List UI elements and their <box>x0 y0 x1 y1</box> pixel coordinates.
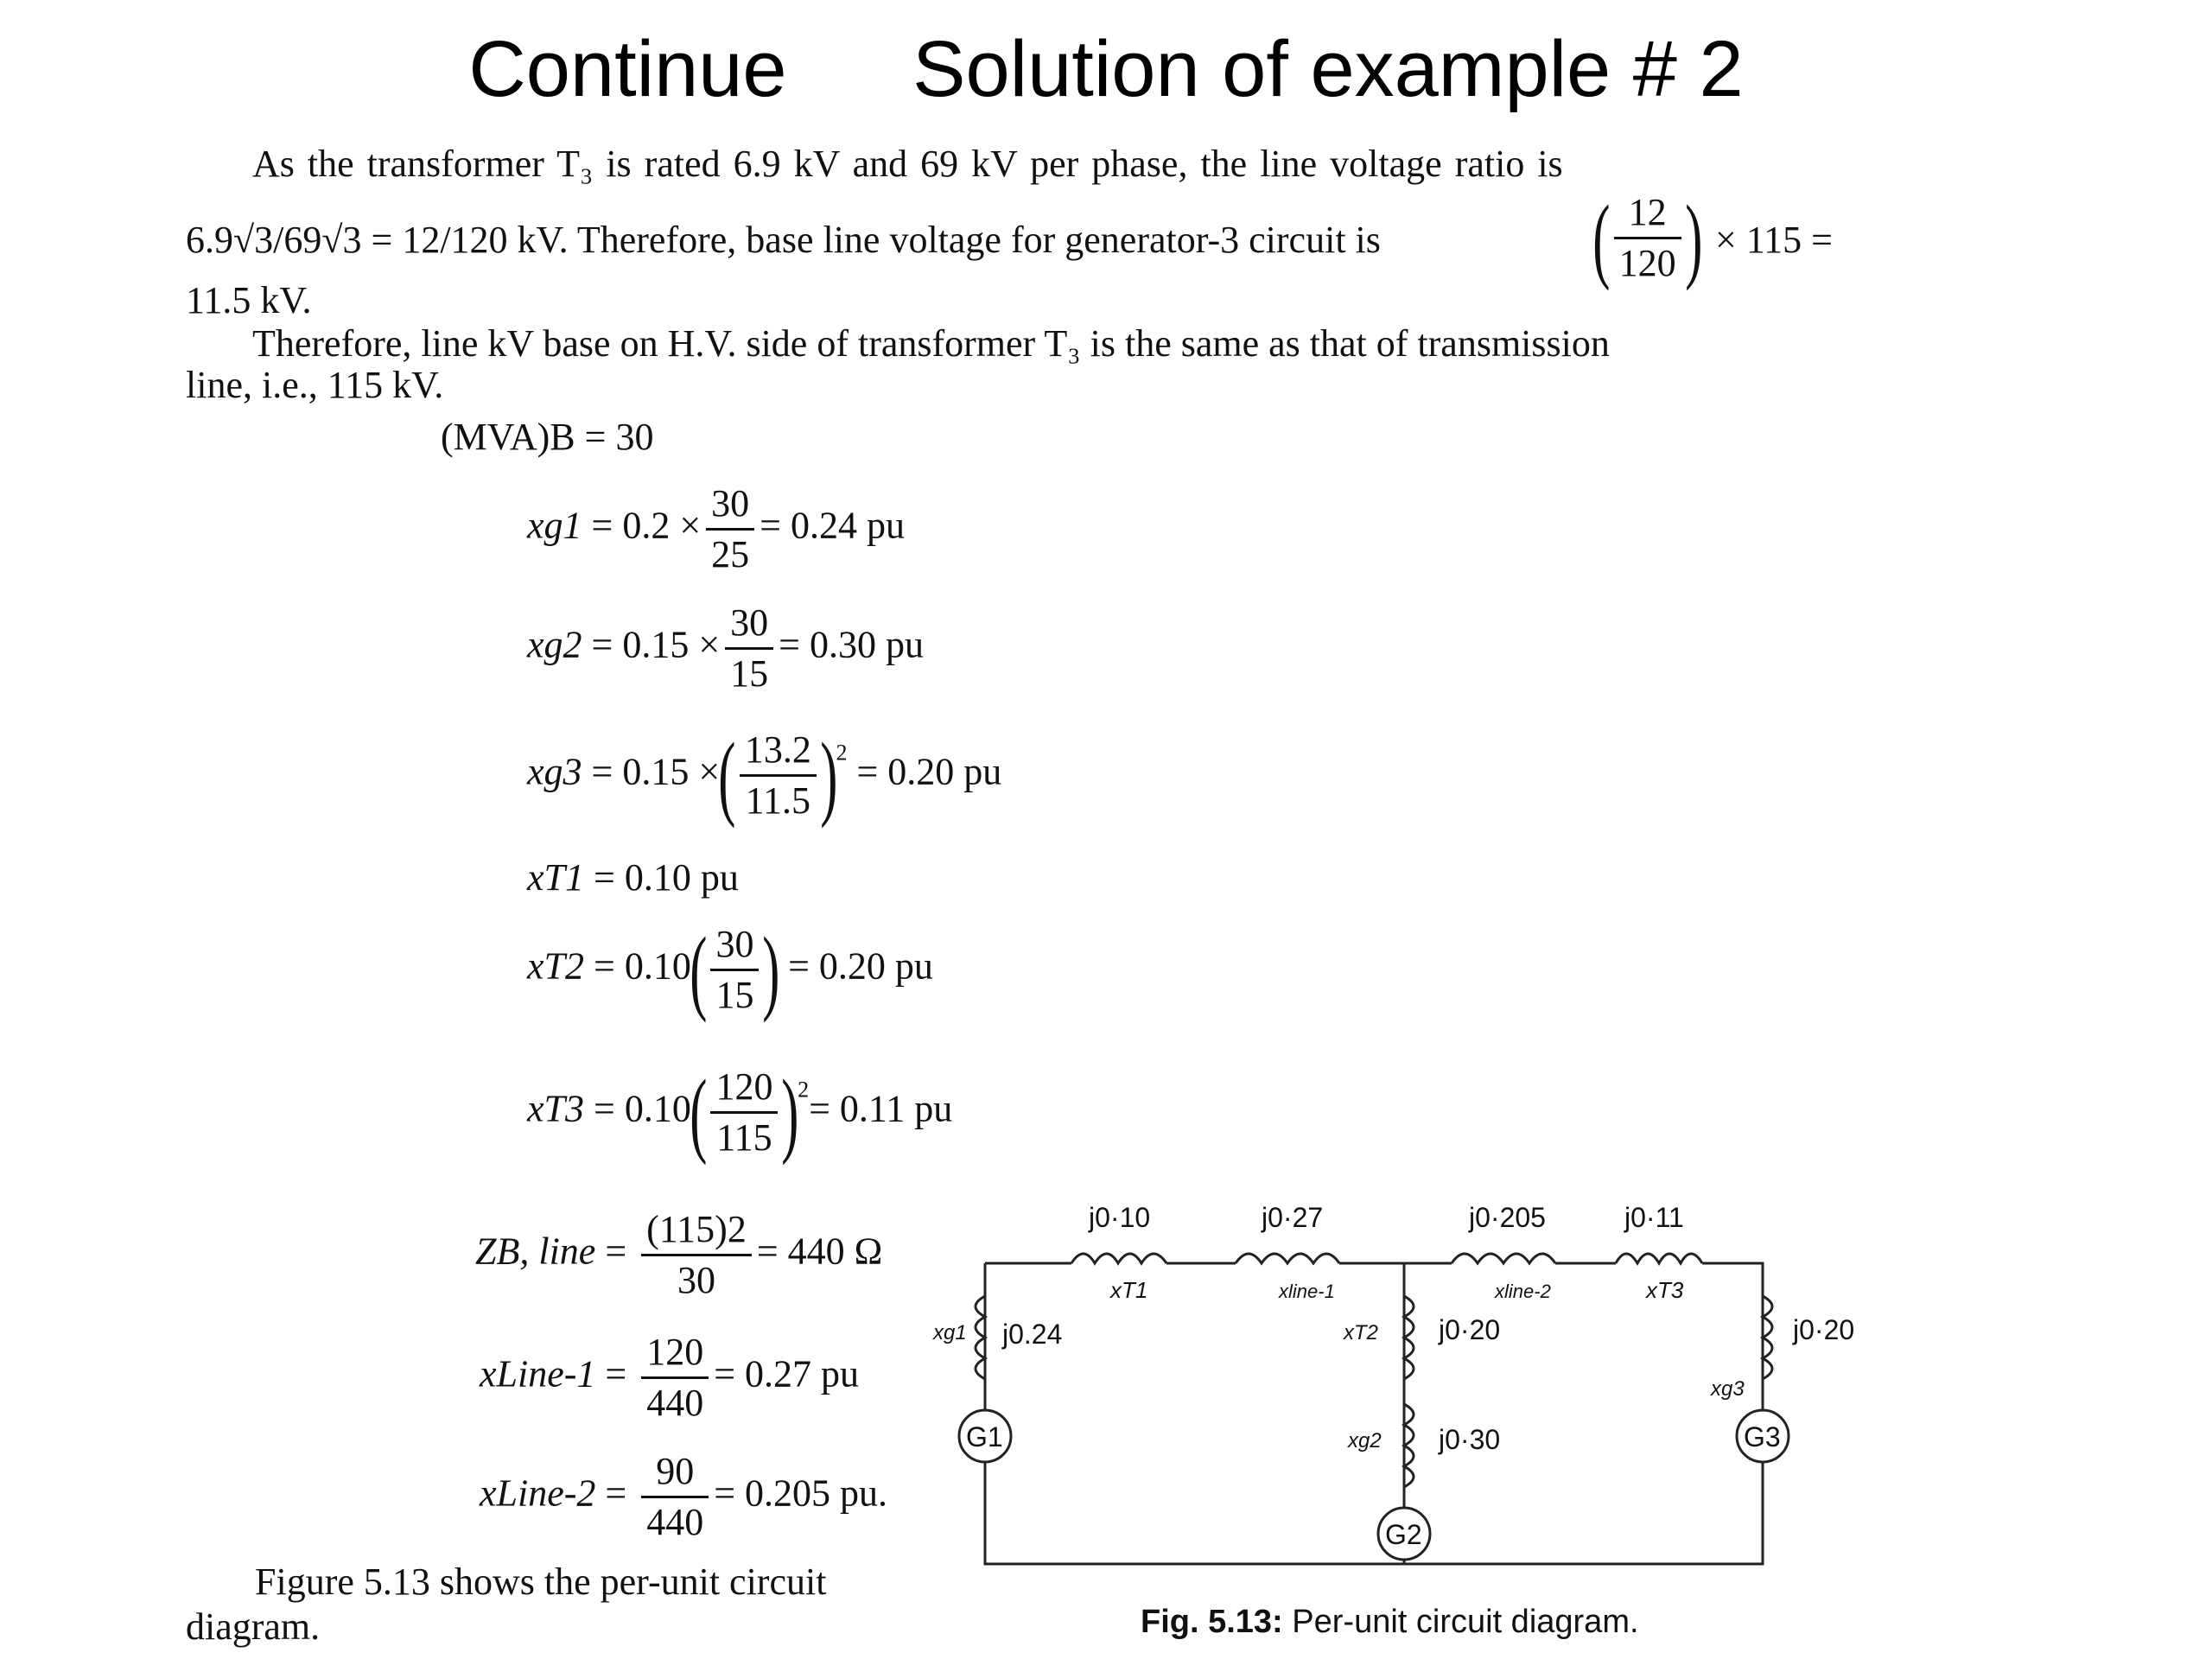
inductor-xg3 <box>1763 1296 1772 1379</box>
intro-line3: 11.5 kV. <box>186 279 312 321</box>
eq-xg1: xg1 = 0.2 × $\frac{30}{25}$ = 0.24 pu <box>527 480 905 579</box>
g1-val: j0.24 <box>1002 1319 1063 1350</box>
caption-label: Fig. 5.13: <box>1141 1604 1283 1640</box>
intro-line4: Therefore, line kV base on H.V. side of transformer T₃ is the same as that of transmission <box>252 322 1610 365</box>
g2-xt-label: xT2 <box>1344 1321 1379 1344</box>
eq-xg2: xg2 = 0.15 × $\frac{30}{15}$ = 0.30 pu <box>527 599 924 698</box>
circuit-wire <box>985 1263 1763 1564</box>
intro-line5: line, i.e., 115 kV. <box>186 364 444 406</box>
inductor-line2 <box>1452 1254 1555 1263</box>
inductor-xt1 <box>1071 1254 1166 1263</box>
eq-xl2: xLine-2 = $\frac{90}{440}$ = 0.205 pu. <box>480 1447 887 1547</box>
inductor-xt3 <box>1616 1254 1702 1263</box>
closing-line1: Figure 5.13 shows the per-unit circuit <box>255 1560 827 1603</box>
g1-x-label: xg1 <box>933 1321 967 1344</box>
top-sub-4: xT3 <box>1646 1277 1684 1303</box>
title-left: Continue <box>468 25 787 113</box>
top-val-2: j0·27 <box>1262 1202 1324 1233</box>
top-val-4: j0·11 <box>1624 1202 1684 1233</box>
inductor-xg2 <box>1404 1404 1414 1487</box>
inductor-xt2 <box>1404 1296 1414 1379</box>
inductor-line1 <box>1236 1254 1339 1263</box>
eq-xT3: xT3 = 0.10( $\frac{120}{115}$ )$^2$= 0.11 pu <box>527 1059 953 1166</box>
intro-line1: As the transformer T₃ is rated 6.9 kV and 69 kV per phase, the line voltage ratio is <box>252 143 1563 185</box>
g3-val: j0·20 <box>1793 1314 1855 1345</box>
top-sub-2: xline-1 <box>1279 1281 1335 1302</box>
eq-mva: (MVA)B = 30 <box>441 416 654 458</box>
inductor-xg1 <box>976 1296 985 1379</box>
per-unit-circuit-diagram <box>933 1201 1875 1599</box>
title-right: Solution of example # 2 <box>912 25 1744 113</box>
eq-xl1: xLine-1 = $\frac{120}{440}$ = 0.27 pu <box>480 1328 859 1427</box>
g2-label: G2 <box>1385 1519 1422 1550</box>
intro-line2a: 6.9√3/69√3 = 12/120 kV. Therefore, base line voltage for generator-3 circuit is <box>186 219 1381 261</box>
slide-title <box>0 24 2212 115</box>
g3-label: G3 <box>1744 1421 1781 1452</box>
eq-xT2: xT2 = 0.10( $\frac{30}{15}$ ) = 0.20 pu <box>527 917 933 1023</box>
closing-line2: diagram. <box>186 1605 321 1648</box>
top-val-1: j0·10 <box>1089 1202 1151 1233</box>
figure-caption <box>1141 1604 1639 1641</box>
top-sub-1: xT1 <box>1110 1277 1148 1303</box>
g2-x-label: xg2 <box>1348 1429 1382 1452</box>
eq-zb: ZB, line = $\frac{(115)2}{30}$ = 440 Ω <box>475 1205 882 1305</box>
g3-x-label: xg3 <box>1711 1377 1745 1401</box>
eq-xT1: xT1 = 0.10 pu <box>527 856 739 899</box>
g2-val: j0·30 <box>1439 1424 1501 1455</box>
g2-val-t: j0·20 <box>1439 1314 1501 1345</box>
top-sub-3: xline-2 <box>1495 1281 1551 1302</box>
top-val-3: j0·205 <box>1469 1202 1546 1233</box>
eq-xg3: xg3 = 0.15 ×( $\frac{13.2}{11.5}$ )$^2$ = 0.20 pu <box>527 722 1002 829</box>
g1-label: G1 <box>966 1421 1003 1452</box>
intro-line2b: × 115 = <box>1715 219 1833 261</box>
caption-text: Per-unit circuit diagram. <box>1292 1604 1639 1640</box>
intro-fraction: ( $\frac{12}{120}$ ) <box>1592 185 1703 291</box>
